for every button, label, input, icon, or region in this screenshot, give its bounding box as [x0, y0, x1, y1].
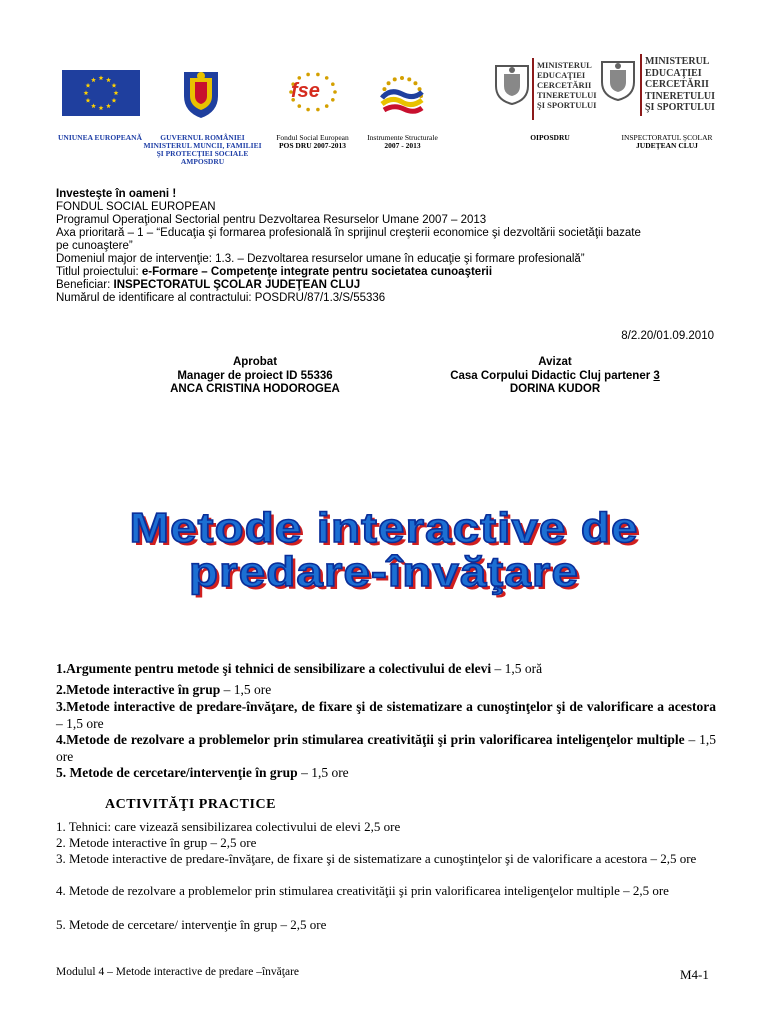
approval-left-name: ANCA CRISTINA HODOROGEA: [170, 383, 340, 395]
module-item-duration: – 1,5 ore: [220, 682, 272, 697]
ministry-logo-oiposdru: [492, 58, 597, 124]
module-item: [56, 698, 716, 732]
fse-dot-icon: [316, 73, 320, 77]
approval-left-title: Aprobat: [232, 356, 278, 368]
practice-item: 4. Metode de rezolvare a problemelor prin stimularea creativităţii şi prin valorificarea inteligenţelor multiple – 2,5 ore: [56, 883, 669, 898]
approval-left: [140, 356, 370, 397]
module-item-title: 2.Metode interactive în grup: [56, 682, 221, 697]
romania-coat-of-arms-logo: [180, 68, 222, 120]
fse-logo: [283, 70, 343, 114]
module-item-duration: – 1,5 ore: [297, 765, 349, 780]
module-item: [56, 764, 716, 781]
fse-dot-icon: [325, 76, 329, 80]
structural-star-icon: [407, 77, 411, 81]
project-axis-cont: pe cunoaştere”: [56, 240, 133, 252]
project-domain: Domeniul major de intervenţie: 1.3. – Dezvoltarea resurselor umane în educaţie şi formare profesională”: [56, 253, 585, 265]
structural-star-icon: [413, 81, 417, 85]
fse-dot-icon: [333, 90, 337, 94]
beneficiary-value: INSPECTORATUL ŞCOLAR JUDEŢEAN CLUJ: [113, 279, 361, 291]
module-item-title: 4.Metode de rezolvare a problemelor prin stimularea creativităţii şi prin valorificarea inteligenţelor multiple: [56, 732, 685, 747]
approval-right-name: DORINA KUDOR: [509, 383, 601, 395]
eu-caption: UNIUNEA EUROPEANĂ: [58, 133, 142, 142]
fse-dot-icon: [306, 108, 310, 112]
project-program: Programul Operaţional Sectorial pentru Dezvoltarea Resurselor Umane 2007 – 2013: [56, 214, 487, 226]
approval-right: [420, 356, 690, 397]
fse-logo-text: fse: [291, 80, 320, 102]
project-beneficiary-line: [56, 279, 360, 292]
fse-dot-icon: [331, 82, 335, 86]
beneficiary-label: Beneficiar:: [56, 279, 114, 291]
module-item-duration: – 1,5 ore: [56, 716, 104, 731]
project-axis: Axa prioritară – 1 – “Educaţia şi formarea profesională în sprijinul creşterii economice şi dezvoltării societăţii bazate: [56, 227, 641, 239]
approval-right-role: Casa Corpului Didactic Cluj partener 3: [450, 369, 660, 382]
structural-star-icon: [382, 87, 386, 91]
practice-item: 2. Metode interactive în grup – 2,5 ore: [56, 835, 257, 850]
practice-item: 1. Tehnici: care vizează sensibilizarea colectivului de elevi 2,5 ore: [56, 819, 401, 834]
ministry-logo-isj: [598, 54, 716, 120]
footer-page-number: M4-1: [680, 967, 709, 982]
fse-dot-icon: [316, 108, 320, 112]
module-item-duration: – 1,5 ore: [56, 732, 717, 764]
ministry-logo-isj-text: MINISTERUL EDUCAŢIEI CERCETĂRII TINERETULUI ŞI SPORTULUI: [645, 56, 716, 113]
fse-caption: Fondul Social European POS DRU 2007-2013: [276, 133, 349, 150]
oiposdru-caption: OIPOSDRU: [530, 133, 570, 142]
project-contract: Numărul de identificare al contractului: POSDRU/87/1.3/S/55336: [56, 292, 386, 304]
structural-star-icon: [418, 87, 422, 91]
document-title-line1: Metode interactive de: [129, 504, 639, 551]
practice-item: 3. Metode interactive de predare-învăţare, de fixare şi de sistematizare a cunoştinţelor şi de valorificare a acestora – 2,5 ore: [56, 851, 697, 866]
structural-instruments-caption: Instrumente Structurale 2007 - 2013: [367, 133, 438, 150]
module-item: [56, 660, 716, 677]
structural-instruments-logo: [376, 72, 428, 120]
practice-item: 5. Metode de cercetare/ intervenţie în grup – 2,5 ore: [56, 917, 327, 932]
document-title-line2: predare-învăţare: [188, 548, 580, 595]
ministry-logo-oiposdru-text: MINISTERUL EDUCAŢIEI CERCETĂRII TINERETULUI ŞI SPORTULUI: [537, 60, 597, 110]
approval-right-title: Avizat: [538, 356, 572, 368]
fse-dot-icon: [331, 98, 335, 102]
fse-dot-icon: [297, 104, 301, 108]
module-item-title: 1.Argumente pentru metode şi tehnici de sensibilizare a colectivului de elevi: [56, 661, 492, 676]
module-item: [56, 731, 716, 765]
project-slogan: Investeşte în oameni !: [56, 188, 177, 200]
fse-dot-icon: [325, 104, 329, 108]
footer-module-title: Modulul 4 – Metode interactive de predare –învăţare: [56, 966, 300, 978]
date-reference: 8/2.20/01.09.2010: [621, 330, 714, 342]
eu-flag-logo: [62, 70, 140, 116]
practice-heading: ACTIVITĂŢI PRACTICE: [105, 797, 276, 812]
structural-star-icon: [387, 81, 391, 85]
module-item: [56, 681, 716, 698]
approval-left-role: Manager de proiect ID 55336: [177, 369, 333, 382]
module-item-title: 5. Metode de cercetare/intervenţie în grup: [56, 765, 298, 780]
isj-caption: INSPECTORATUL ŞCOLAR JUDEŢEAN CLUJ: [621, 133, 713, 150]
project-title-label: Titlul proiectului:: [56, 266, 142, 278]
fse-dot-icon: [306, 73, 310, 77]
structural-star-icon: [393, 77, 397, 81]
project-title-line: [56, 266, 492, 279]
project-title-value: e-Formare – Competenţe integrate pentru societatea cunoaşterii: [141, 266, 493, 278]
module-item-duration: – 1,5 oră: [491, 661, 543, 676]
government-caption: GUVERNUL ROMÂNIEI MINISTERUL MUNCII, FAMILIEI ŞI PROTECŢIEI SOCIALE AMPOSDRU: [143, 133, 262, 166]
structural-star-icon: [400, 76, 404, 80]
project-fund: FONDUL SOCIAL EUROPEAN: [56, 201, 216, 213]
module-item-title: 3.Metode interactive de predare-învăţare, de fixare şi de sistematizare a cunoştinţelor şi de valorificare a acestora: [56, 699, 716, 714]
